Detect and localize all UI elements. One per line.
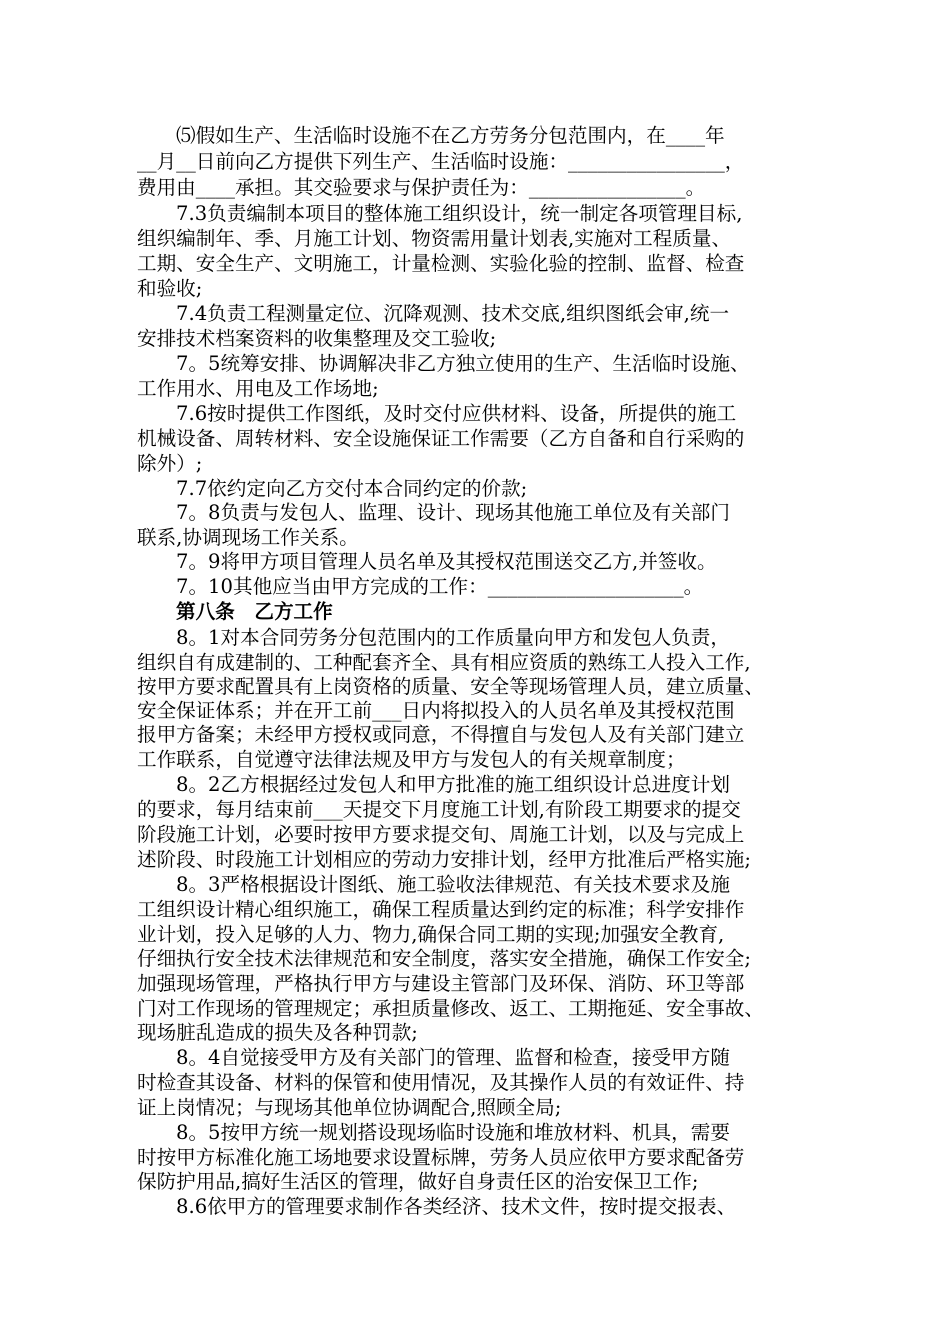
section-heading: 第八条 乙方工作 xyxy=(176,600,333,623)
text-line: 8。1对本合同劳务分包范围内的工作质量向甲方和发包人负责， xyxy=(176,626,730,649)
text-line: 7.6按时提供工作图纸，及时交付应供材料、设备，所提供的施工 xyxy=(176,402,737,425)
text-line: 仔细执行安全技术法律规范和安全制度，落实安全措施，确保工作安全; xyxy=(137,947,752,970)
text-line: ⑸假如生产、生活临时设施不在乙方劳务分包范围内，在____年 xyxy=(176,124,725,147)
text-line: 7。8负责与发包人、监理、设计、现场其他施工单位及有关部门 xyxy=(176,501,730,524)
text-line: 7.4负责工程测量定位、沉降观测、技术交底,组织图纸会审,统一 xyxy=(176,302,730,325)
text-line: 业计划，投入足够的人力、物力,确保合同工期的实现;加强安全教育, xyxy=(137,923,725,946)
text-line: 门对工作现场的管理规定；承担质量修改、返工、工期拖延、安全事故、 xyxy=(137,997,764,1020)
text-line: 8。2乙方根据经过发包人和甲方批准的施工组织设计总进度计划 xyxy=(176,773,730,796)
text-line: 7.3负责编制本项目的整体施工组织设计，统一制定各项管理目标, xyxy=(176,202,743,225)
text-line: 阶段施工计划，必要时按甲方要求提交旬、周施工计划，以及与完成上 xyxy=(137,823,745,846)
text-line: 机械设备、周转材料、安全设施保证工作需要（乙方自备和自行采购的 xyxy=(137,427,745,450)
text-line: 8.6依甲方的管理要求制作各类经济、技术文件，按时提交报表、 xyxy=(176,1195,737,1218)
text-line: 按甲方要求配置具有上岗资格的质量、安全等现场管理人员，建立质量、 xyxy=(137,675,764,698)
text-line: 组织编制年、季、月施工计划、物资需用量计划表,实施对工程质量、 xyxy=(137,227,732,250)
text-line: 现场脏乱造成的损失及各种罚款; xyxy=(137,1021,418,1044)
text-line: 时按甲方标准化施工场地要求设置标牌，劳务人员应依甲方要求配备劳 xyxy=(137,1146,745,1169)
text-line: 7。10其他应当由甲方完成的工作：____________________。 xyxy=(176,575,704,598)
text-line: 7。9将甲方项目管理人员名单及其授权范围送交乙方,并签收。 xyxy=(176,550,717,573)
text-line: 联系,协调现场工作关系。 xyxy=(137,526,359,549)
text-line: 工作用水、用电及工作场地; xyxy=(137,377,379,400)
text-line: 7.7依约定向乙方交付本合同约定的价款; xyxy=(176,477,528,500)
text-line: 和验收; xyxy=(137,277,203,300)
text-line: 保防护用品,搞好生活区的管理，做好自身责任区的治安保卫工作; xyxy=(137,1170,699,1193)
text-line: 8。5按甲方统一规划搭设现场临时设施和堆放材料、机具，需要 xyxy=(176,1121,730,1144)
text-line: 时检查其设备、材料的保管和使用情况，及其操作人员的有效证件、持 xyxy=(137,1071,745,1094)
text-line: 组织自有成建制的、工种配套齐全、具有相应资质的熟练工人投入工作, xyxy=(137,651,751,674)
text-line: 工作联系，自觉遵守法律法规及甲方与发包人的有关规章制度； xyxy=(137,748,686,771)
text-line: __月__日前向乙方提供下列生产、生活临时设施：________________， xyxy=(137,150,745,173)
text-line: 费用由____承担。其交验要求与保护责任为：________________。 xyxy=(137,176,706,199)
text-line: 述阶段、时段施工计划相应的劳动力安排计划，经甲方批准后严格实施; xyxy=(137,848,752,871)
text-line: 证上岗情况；与现场其他单位协调配合,照顾全局; xyxy=(137,1096,562,1119)
text-line: 加强现场管理，严格执行甲方与建设主管部门及环保、消防、环卫等部 xyxy=(137,972,745,995)
text-line: 8。4自觉接受甲方及有关部门的管理、监督和检查，接受甲方随 xyxy=(176,1046,730,1069)
text-line: 报甲方备案；未经甲方授权或同意，不得擅自与发包人及有关部门建立 xyxy=(137,723,745,746)
text-line: 工期、安全生产、文明施工，计量检测、实验化验的控制、监督、检查 xyxy=(137,252,745,275)
text-line: 工组织设计精心组织施工，确保工程质量达到约定的标准；科学安排作 xyxy=(137,898,745,921)
text-line: 8。3严格根据设计图纸、施工验收法律规范、有关技术要求及施 xyxy=(176,873,730,896)
text-line: 的要求，每月结束前___天提交下月度施工计划,有阶段工期要求的提交 xyxy=(137,798,741,821)
text-line: 安全保证体系；并在开工前___日内将拟投入的人员名单及其授权范围 xyxy=(137,699,735,722)
text-line: 7。5统筹安排、协调解决非乙方独立使用的生产、生活临时设施、 xyxy=(176,352,750,375)
text-line: 安排技术档案资料的收集整理及交工验收; xyxy=(137,327,497,350)
text-line: 除外）; xyxy=(137,452,203,475)
